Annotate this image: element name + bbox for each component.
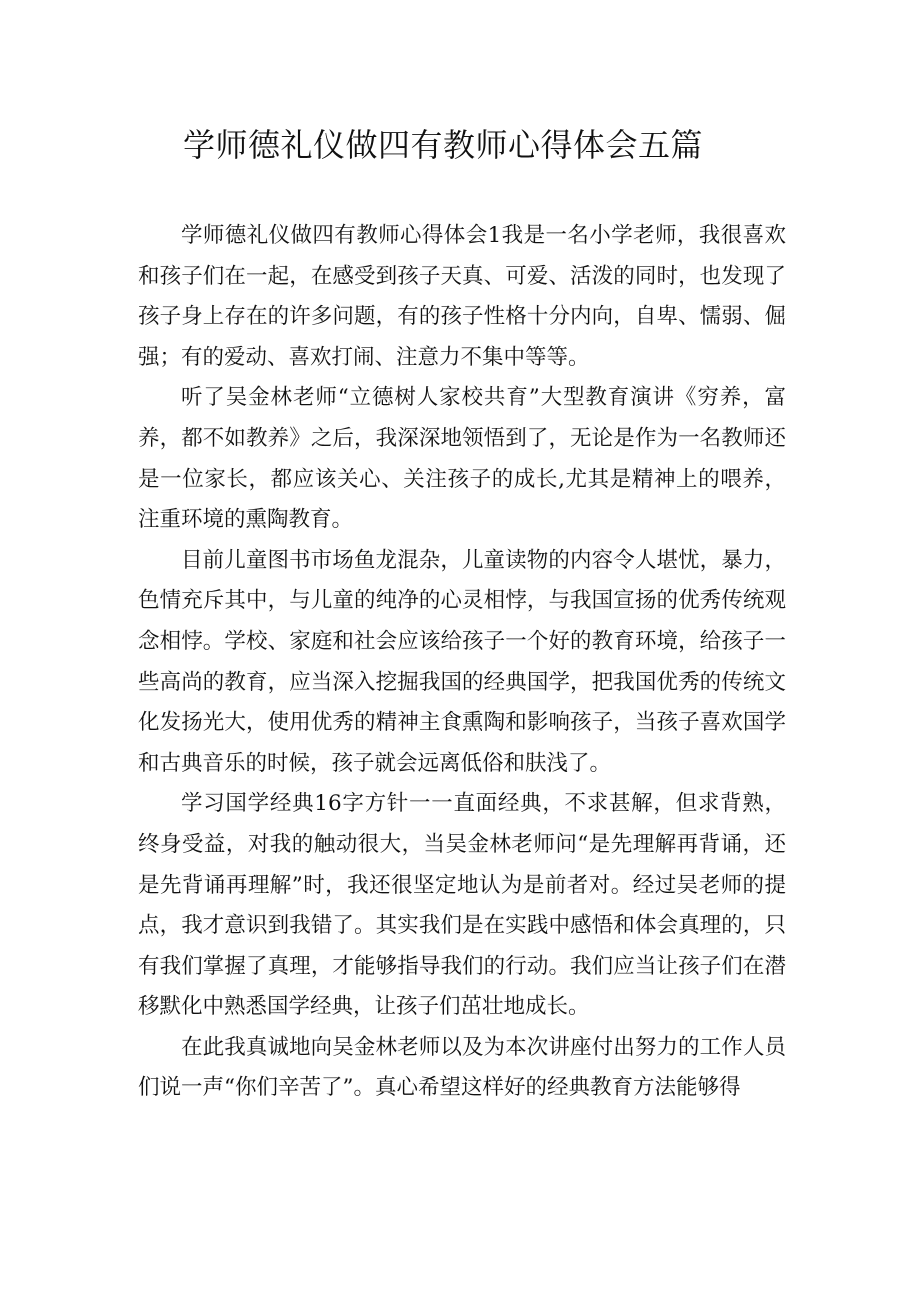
paragraph: 目前儿童图书市场鱼龙混杂，儿童读物的内容令人堪忧，暴力，色情充斥其中，与儿童的纯净的心灵相悖，与我国宣扬的优秀传统观念相悖。学校、家庭和社会应该给孩子一个好的教育环境，给孩子一些高尚的教育，应当深入挖掘我国的经典国学，把我国优秀的传统文化发扬光大，使用优秀的精神主食熏陶和影响孩子，当孩子喜欢国学和古典音乐的时候，孩子就会远离低俗和肤浅了。 xyxy=(138,547,786,776)
paragraph: 学习国学经典16字方针一一直面经典，不求甚解，但求背熟，终身受益，对我的触动很大，当吴金林老师问“是先理解再背诵，还是先背诵再理解”时，我还很坚定地认为是前者对。经过吴老师的提点，我才意识到我错了。其实我们是在实践中感悟和体会真理的，只有我们掌握了真理，才能够指导我们的行动。我们应当让孩子们在潜移默化中熟悉国学经典，让孩子们茁壮地成长。 xyxy=(138,791,786,1020)
paragraph: 在此我真诚地向吴金林老师以及为本次讲座付出努力的工作人员们说一声“你们辛苦了”。真心希望这样好的经典教育方法能够得 xyxy=(138,1034,786,1101)
paragraph: 学师德礼仪做四有教师心得体会1我是一名小学老师，我很喜欢和孩子们在一起，在感受到孩子天真、可爱、活泼的同时，也发现了孩子身上存在的许多问题，有的孩子性格十分内向，自卑、懦弱、倔强；有的爱动、喜欢打闹、注意力不集中等等。 xyxy=(138,223,786,370)
paragraph: 听了吴金林老师“立德树人家校共育”大型教育演讲《穷养，富养，都不如教养》之后，我深深地领悟到了，无论是作为一名教师还是一位家长，都应该关心、关注孩子的成长,尤其是精神上的喂养，注重环境的熏陶教育。 xyxy=(138,385,786,533)
document-body xyxy=(138,216,786,1109)
document-title: 学师德礼仪做四有教师心得体会五篇 xyxy=(183,126,704,164)
